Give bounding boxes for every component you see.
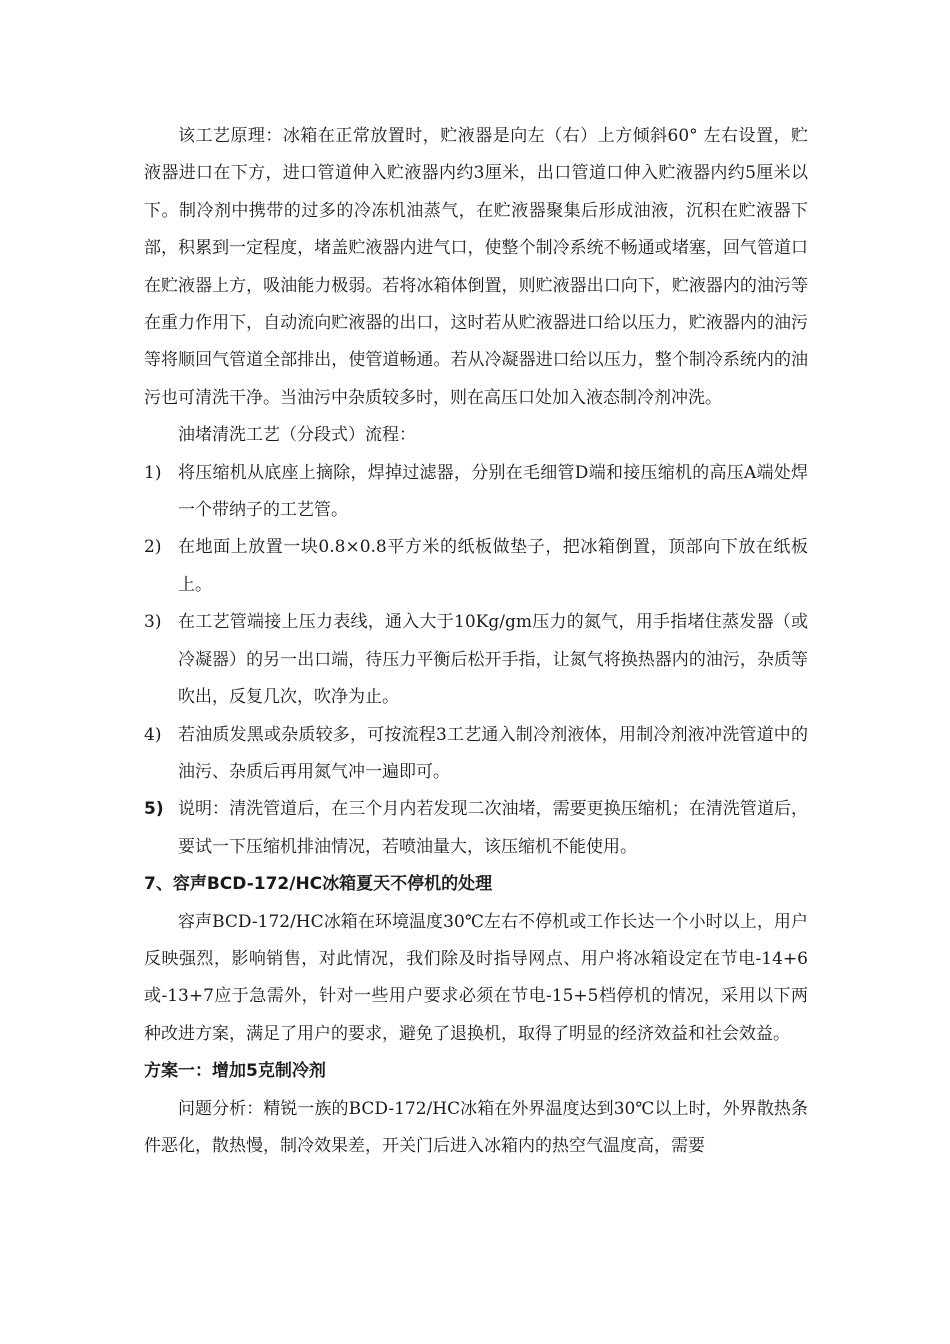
step-text: 若油质发黑或杂质较多，可按流程3工艺通入制冷剂液体，用制冷剂液冲洗管道中的油污、杂质后再用氮气冲一遍即可。 [178, 724, 808, 782]
step-text: 将压缩机从底座上摘除，焊掉过滤器，分别在毛细管D端和接压缩机的高压A端处焊一个带纳子的工艺管。 [178, 462, 808, 521]
step-text: 说明：清洗管道后，在三个月内若发现二次油堵，需要更换压缩机；在清洗管道后，要试一下压缩机排油情况，若喷油量大，该压缩机不能使用。 [178, 799, 808, 857]
step-text: 在工艺管端接上压力表线，通入大于10Kg/gm压力的氮气，用手指堵住蒸发器（或冷凝器）的另一出口端，待压力平衡后松开手指，让氮气将换热器内的油污，杂质等吹出，反复几次，吹净为止。 [178, 612, 808, 708]
principle-paragraph: 该工艺原理：冰箱在正常放置时，贮液器是向左（右）上方倾斜60° 左右设置，贮液器进口在下方，进口管道伸入贮液器内约3厘米，出口管道口伸入贮液器内约5厘米以下。制冷剂中携带的过多的冷冻机油蒸气，在贮液器聚集后形成油液，沉积在贮液器下部，积累到一定程度，堵盖贮液器内进气口，使整个制冷系统不畅通或堵塞，回气管道口在贮液器上方，吸油能力极弱。若将冰箱体倒置，则贮液器出口向下，贮液器内的油污等在重力作用下，自动流向贮液器的出口，这时若从贮液器进口给以压力，贮液器内的油污等将顺回气管道全部排出，使管道畅通。若从冷凝器进口给以压力，整个制冷系统内的油污也可清洗干净。当油污中杂质较多时，则在高压口处加入液态制冷剂冲洗。 [144, 126, 808, 408]
step-text: 在地面上放置一块0.8×0.8平方米的纸板做垫子，把冰箱倒置，顶部向下放在纸板上。 [178, 537, 808, 595]
list-item [144, 455, 808, 530]
section-7-heading: 7、容声BCD-172/HC冰箱夏天不停机的处理 [144, 874, 493, 895]
list-item [144, 717, 808, 792]
step-number: 2) [144, 537, 162, 558]
step-number: 3) [144, 612, 162, 633]
plan-1-heading: 方案一：增加5克制冷剂 [144, 1061, 326, 1082]
document-page [144, 118, 808, 1165]
section-7-paragraph: 容声BCD-172/HC冰箱在环境温度30℃左右不停机或工作长达一个小时以上，用户反映强烈，影响销售，对此情况，我们除及时指导网点、用户将冰箱设定在节电-14+6或-13+7应于急需外，针对一些用户要求必须在节电-15+5档停机的情况，采用以下两种改进方案，满足了用户的要求，避免了退换机，取得了明显的经济效益和社会效益。 [144, 911, 808, 1044]
analysis-paragraph: 问题分析：精锐一族的BCD-172/HC冰箱在外界温度达到30℃以上时，外界散热条件恶化，散热慢，制冷效果差，开关门后进入冰箱内的热空气温度高，需要 [144, 1098, 808, 1156]
step-number: 4) [144, 724, 162, 745]
list-item [144, 529, 808, 604]
list-item [144, 791, 808, 866]
step-number: 5) [144, 799, 164, 820]
list-item [144, 604, 808, 716]
process-title: 油堵清洗工艺（分段式）流程： [178, 425, 416, 446]
process-steps-list [144, 455, 808, 866]
step-number: 1) [144, 462, 162, 483]
